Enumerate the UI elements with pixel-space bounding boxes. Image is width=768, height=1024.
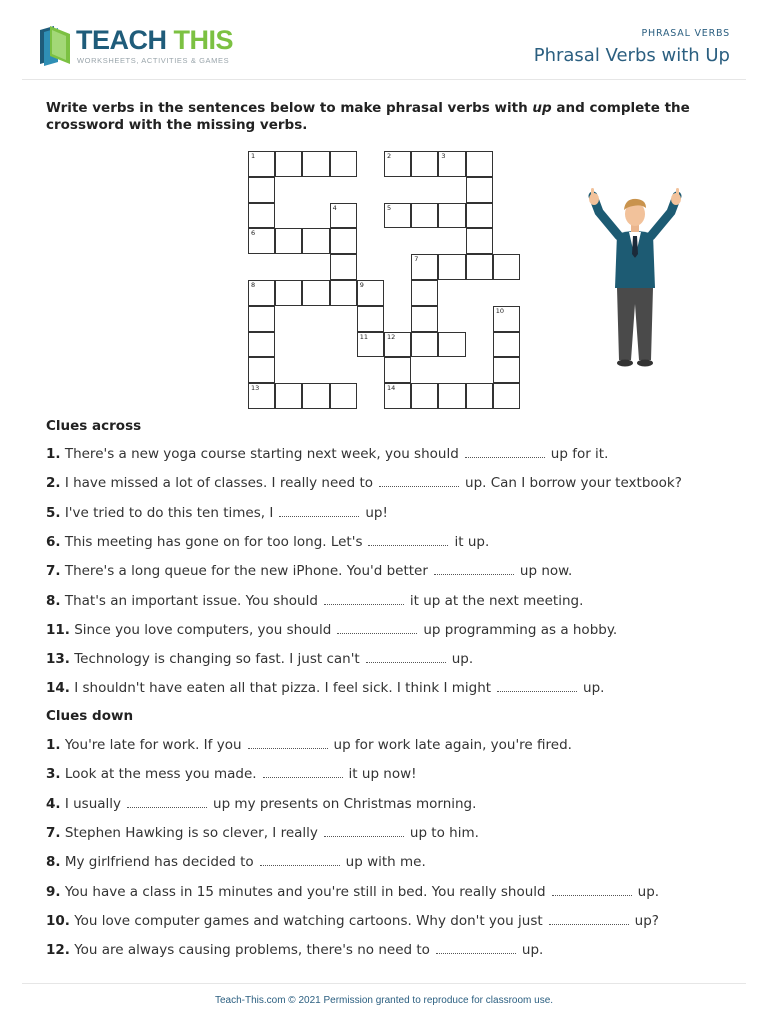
clue-number: 12. (46, 942, 70, 959)
book-icon (36, 22, 76, 68)
crossword-cell[interactable] (302, 151, 329, 177)
clue-text-before: My girlfriend has decided to (64, 854, 254, 871)
clue-number: 3. (46, 766, 61, 783)
clue-number: 5. (46, 504, 61, 521)
clue-text-before: There's a new yoga course starting next week, you should (64, 446, 459, 462)
crossword-cell[interactable] (466, 254, 493, 280)
clue-item (46, 622, 617, 638)
crossword-grid (248, 151, 520, 409)
answer-blank[interactable] (436, 942, 516, 954)
crossword-cell[interactable] (493, 254, 520, 280)
clue-text-after: it up now! (348, 766, 417, 783)
clue-text-before: Since you love computers, you should (74, 621, 332, 638)
answer-blank[interactable] (324, 593, 404, 605)
clue-item (46, 651, 473, 667)
clue-text-after: it up. (454, 533, 490, 550)
clue-number: 2. (46, 475, 61, 492)
crossword-clue-number: 5 (387, 203, 392, 212)
clue-text-before: I've tried to do this ten times, I (64, 504, 274, 521)
crossword-cell[interactable] (411, 151, 438, 177)
instructions: Write verbs in the sentences below to make phrasal verbs with up and complete the crossword with the missing verbs. (46, 100, 690, 133)
clue-number: 7. (46, 824, 61, 841)
answer-blank[interactable] (379, 475, 459, 487)
crossword-cell[interactable] (330, 203, 357, 229)
crossword-cell[interactable] (357, 332, 384, 358)
crossword-cell[interactable] (384, 203, 411, 229)
crossword-cell[interactable] (275, 280, 302, 306)
clue-number: 8. (46, 854, 61, 871)
clue-number: 14. (46, 680, 70, 697)
clue-text-before: I shouldn't have eaten all that pizza. I feel sick. I think I might (74, 680, 492, 697)
crossword-cell[interactable] (330, 280, 357, 306)
clue-text-after: up? (634, 912, 659, 929)
crossword-cell[interactable] (248, 177, 275, 203)
clue-text-after: up. Can I borrow your textbook? (465, 475, 682, 492)
clue-number: 8. (46, 592, 61, 609)
clue-text-after: up! (365, 504, 388, 521)
clue-text-before: You have a class in 15 minutes and you're still in bed. You really should (64, 883, 546, 900)
answer-blank[interactable] (368, 534, 448, 546)
clue-item (46, 884, 659, 900)
logo-wordmark: TEACH THIS (76, 25, 234, 55)
clue-text-after: up to him. (409, 824, 479, 841)
crossword-cell[interactable] (384, 151, 411, 177)
crossword-cell[interactable] (384, 383, 411, 409)
clue-item (46, 680, 604, 696)
answer-blank[interactable] (366, 651, 446, 663)
answer-blank[interactable] (465, 446, 545, 458)
crossword-cell[interactable] (248, 383, 275, 409)
header (0, 0, 768, 80)
clue-number: 10. (46, 912, 70, 929)
clue-text-before: This meeting has gone on for too long. Let's (64, 533, 363, 550)
logo-tagline: WORKSHEETS, ACTIVITIES & GAMES (77, 56, 230, 65)
crossword-cell[interactable] (438, 254, 465, 280)
clue-item (46, 446, 608, 462)
clue-item (46, 475, 682, 491)
crossword-cell[interactable] (330, 228, 357, 254)
clue-text-after: up now. (519, 563, 573, 580)
clue-text-after: up. (637, 883, 660, 900)
clue-text-before: That's an important issue. You should (64, 592, 318, 609)
answer-blank[interactable] (324, 825, 404, 837)
crossword-cell[interactable] (466, 203, 493, 229)
clue-text-after: up. (451, 651, 474, 668)
crossword-cell[interactable] (330, 254, 357, 280)
crossword-cell[interactable] (493, 383, 520, 409)
crossword-clue-number: 14 (387, 384, 396, 393)
crossword-cell[interactable] (438, 332, 465, 358)
clue-number: 7. (46, 563, 61, 580)
clue-text-before: You are always causing problems, there's no need to (74, 942, 430, 959)
clue-item (46, 563, 572, 579)
crossword-cell[interactable] (302, 280, 329, 306)
clue-text-after: up for work late again, you're fired. (333, 737, 572, 753)
crossword-clue-number: 4 (332, 203, 337, 212)
answer-blank[interactable] (552, 884, 632, 896)
footer-divider (22, 983, 746, 984)
clue-number: 11. (46, 621, 70, 638)
crossword-cell[interactable] (493, 306, 520, 332)
clue-text-after: up with me. (345, 854, 426, 871)
crossword-cell[interactable] (466, 383, 493, 409)
answer-blank[interactable] (127, 796, 207, 808)
crossword-cell[interactable] (384, 357, 411, 383)
businessman-illustration (585, 188, 685, 373)
crossword-cell[interactable] (493, 357, 520, 383)
clue-text-before: You're late for work. If you (64, 737, 242, 753)
answer-blank[interactable] (248, 737, 328, 749)
worksheet-category: PHRASAL VERBS (641, 28, 730, 39)
crossword-clue-number: 10 (495, 306, 505, 315)
crossword-cell[interactable] (248, 306, 275, 332)
crossword-cell[interactable] (275, 383, 302, 409)
clue-item (46, 593, 583, 609)
answer-blank[interactable] (497, 680, 577, 692)
teach-this-logo (36, 22, 236, 68)
crossword-cell[interactable] (275, 151, 302, 177)
answer-blank[interactable] (337, 622, 417, 634)
crossword-clue-number: 11 (359, 332, 369, 341)
crossword-cell[interactable] (330, 151, 357, 177)
clue-text-before: Stephen Hawking is so clever, I really (64, 824, 318, 841)
clue-item (46, 913, 659, 929)
crossword-cell[interactable] (302, 383, 329, 409)
crossword-clue-number: 3 (441, 152, 446, 160)
clue-item (46, 854, 426, 870)
crossword-cell[interactable] (248, 332, 275, 358)
crossword-cell[interactable] (248, 151, 275, 177)
crossword-cell[interactable] (411, 383, 438, 409)
crossword-cell[interactable] (384, 332, 411, 358)
crossword-clue-number: 6 (251, 229, 256, 238)
answer-blank[interactable] (279, 505, 359, 517)
crossword-cell[interactable] (438, 151, 465, 177)
crossword-cell[interactable] (438, 203, 465, 229)
clue-number: 1. (46, 737, 61, 753)
answer-blank[interactable] (263, 766, 343, 778)
clue-number: 1. (46, 446, 61, 462)
crossword-cell[interactable] (466, 151, 493, 177)
clue-number: 13. (46, 651, 70, 668)
header-divider (22, 79, 746, 80)
crossword-clue-number: 9 (359, 281, 364, 289)
clue-text-before: You love computer games and watching cartoons. Why don't you just (74, 912, 543, 929)
crossword-cell[interactable] (411, 254, 438, 280)
answer-blank[interactable] (434, 563, 514, 575)
crossword-cell[interactable] (357, 306, 384, 332)
clues-down-heading: Clues down (46, 708, 134, 724)
crossword-cell[interactable] (357, 280, 384, 306)
crossword-clue-number: 13 (251, 384, 260, 393)
clue-item (46, 505, 388, 521)
crossword-cell[interactable] (248, 280, 275, 306)
answer-blank[interactable] (549, 913, 629, 925)
clue-text-before: I usually (64, 795, 122, 812)
crossword-cell[interactable] (411, 332, 438, 358)
worksheet-title: Phrasal Verbs with Up (533, 45, 730, 66)
crossword-cell[interactable] (248, 203, 275, 229)
clue-item (46, 534, 489, 550)
crossword-cell[interactable] (330, 383, 357, 409)
clue-text-after: it up at the next meeting. (409, 592, 584, 609)
clue-text-after: up. (583, 680, 605, 697)
clue-number: 9. (46, 883, 61, 900)
crossword-clue-number: 12 (387, 332, 396, 341)
footer-copyright: Teach-This.com © 2021 Permission granted to reproduce for classroom use. (214, 995, 554, 1006)
crossword-cell[interactable] (466, 177, 493, 203)
clue-text-after: up. (521, 942, 544, 959)
clue-item (46, 825, 479, 841)
clue-text-before: I have missed a lot of classes. I really need to (64, 475, 374, 492)
crossword-clue-number: 7 (414, 255, 419, 264)
clue-item (46, 942, 543, 958)
clue-item (46, 766, 417, 782)
clue-item (46, 737, 572, 753)
crossword-cell[interactable] (302, 228, 329, 254)
crossword-clue-number: 1 (251, 152, 256, 160)
clue-item (46, 796, 476, 812)
crossword-cell[interactable] (411, 203, 438, 229)
clue-text-after: up my presents on Christmas morning. (213, 795, 477, 812)
clue-text-before: There's a long queue for the new iPhone. You'd better (64, 563, 428, 580)
clue-text-after: up programming as a hobby. (423, 621, 618, 638)
crossword-cell[interactable] (248, 228, 275, 254)
crossword-cell[interactable] (248, 357, 275, 383)
crossword-clue-number: 8 (251, 281, 256, 289)
crossword-cell[interactable] (466, 228, 493, 254)
clue-number: 6. (46, 533, 61, 550)
crossword-cell[interactable] (411, 306, 438, 332)
clue-text-before: Look at the mess you made. (64, 766, 257, 783)
crossword-cell[interactable] (438, 383, 465, 409)
clues-across-heading: Clues across (46, 418, 142, 434)
clue-text-before: Technology is changing so fast. I just can't (74, 651, 360, 668)
clue-number: 4. (46, 795, 61, 812)
clue-text-after: up for it. (550, 446, 609, 462)
crossword-cell[interactable] (275, 228, 302, 254)
crossword-cell[interactable] (493, 332, 520, 358)
crossword-clue-number: 2 (387, 152, 392, 160)
answer-blank[interactable] (260, 854, 340, 866)
crossword-cell[interactable] (411, 280, 438, 306)
